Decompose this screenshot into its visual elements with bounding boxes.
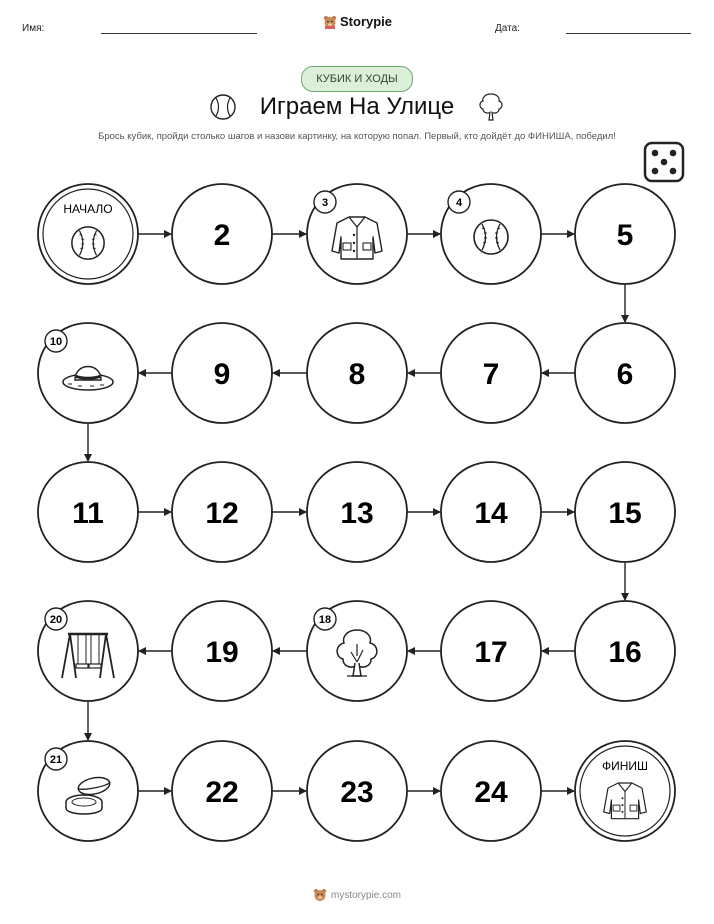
start-label: НАЧАЛО (63, 202, 113, 216)
board-space[interactable] (172, 601, 272, 701)
board-space[interactable] (172, 184, 272, 284)
instructions: Брось кубик, пройди столько шагов и назови картинку, на которую попал. Первый, кто дойдёт до ФИНИША, победил! (98, 131, 616, 142)
space-number: 13 (340, 497, 374, 530)
board-space[interactable] (172, 741, 272, 841)
board-space[interactable] (575, 184, 675, 284)
board-space[interactable] (441, 462, 541, 562)
start-space[interactable] (38, 184, 138, 284)
board-space[interactable] (172, 323, 272, 423)
space-number: 16 (608, 636, 642, 669)
space-number: 20 (49, 614, 63, 626)
board-space[interactable] (307, 462, 407, 562)
board-space[interactable] (441, 323, 541, 423)
page-title: Играем На Улице (259, 93, 455, 120)
finish-space[interactable] (575, 741, 675, 841)
space-number: 12 (205, 497, 239, 530)
board-space[interactable] (307, 323, 407, 423)
board-space[interactable] (38, 462, 138, 562)
space-number: 3 (321, 197, 329, 209)
game-type-badge: КУБИК И ХОДЫ (301, 66, 413, 92)
date-label: Дата: (495, 23, 520, 34)
board-space[interactable] (441, 741, 541, 841)
bear-logo-icon (313, 888, 327, 902)
footer (0, 888, 714, 902)
space-number: 2 (213, 219, 231, 252)
board-space[interactable] (307, 184, 407, 284)
space-number: 9 (213, 358, 231, 391)
brand-name: Storypie (340, 14, 393, 29)
board-space[interactable] (441, 601, 541, 701)
space-number: 19 (205, 636, 239, 669)
board-space[interactable] (38, 741, 138, 841)
board-space[interactable] (307, 741, 407, 841)
jacket-icon (332, 217, 382, 259)
board-space[interactable] (575, 323, 675, 423)
space-number: 8 (348, 358, 366, 391)
name-label: Имя: (22, 23, 45, 34)
space-number: 7 (482, 358, 500, 391)
board-space[interactable] (172, 462, 272, 562)
space-number: 4 (455, 197, 463, 209)
board-space[interactable] (38, 601, 138, 701)
baseball-icon (474, 220, 508, 254)
space-number: 5 (616, 219, 634, 252)
space-number: 14 (474, 497, 508, 530)
space-number: 22 (205, 776, 239, 809)
board-space[interactable] (575, 601, 675, 701)
board-space[interactable] (307, 601, 407, 701)
space-number: 21 (49, 754, 63, 766)
board-space[interactable] (38, 323, 138, 423)
baseball-icon (72, 227, 104, 259)
space-number: 23 (340, 776, 374, 809)
space-number: 10 (49, 336, 63, 348)
board-space[interactable] (441, 184, 541, 284)
finish-label: ФИНИШ (601, 759, 649, 773)
space-number: 24 (474, 776, 508, 809)
board-space[interactable] (575, 462, 675, 562)
footer-url[interactable]: mystorypie.com (330, 889, 401, 901)
space-number: 17 (474, 636, 508, 669)
space-number: 18 (318, 614, 332, 626)
space-number: 6 (616, 358, 634, 391)
jacket-icon (604, 783, 647, 819)
space-number: 11 (72, 497, 104, 530)
space-number: 15 (608, 497, 642, 530)
